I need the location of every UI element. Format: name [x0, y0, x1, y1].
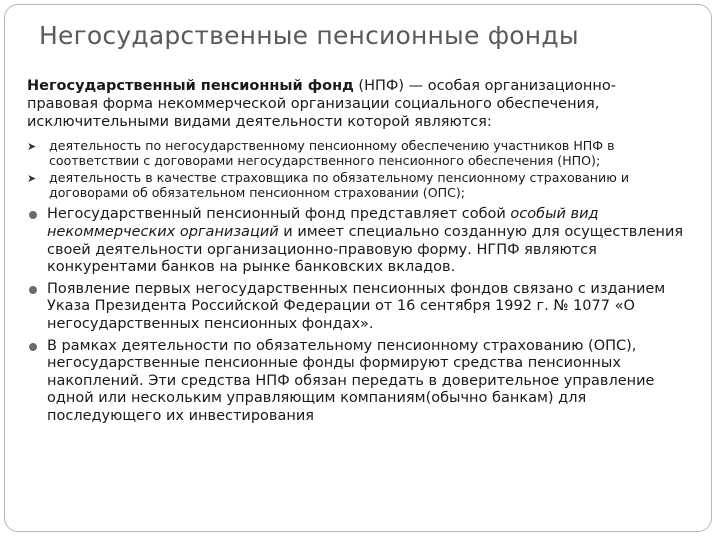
list-item	[27, 206, 687, 276]
slide-body	[27, 77, 687, 426]
slide-title: Негосударственные пенсионные фонды	[39, 21, 579, 50]
bullet-text-part: и имеет специально созданную для осуществления своей деятельности организационно-правовую форму. НГПФ являются конкурентами банков на рынке банковских вкладов.	[47, 223, 684, 276]
list-item	[27, 338, 687, 426]
bullet-text: Появление первых негосударственных пенсионных фондов связано с изданием Указа Президента Российской Федерации от 16 сентября 1992 г. № 1077 «О негосударственных пенсионных фондах».	[47, 280, 666, 332]
main-bullet-list	[27, 206, 687, 425]
list-item	[27, 139, 687, 168]
intro-term: Негосударственный пенсионный фонд	[27, 78, 354, 94]
activities-list	[27, 139, 687, 200]
intro-definition: (НПФ) — особая организационно-правовая форма некоммерческой организации социального обеспечения, исключительными видами деятельности которой являются:	[27, 78, 616, 130]
slide-frame	[4, 4, 712, 532]
arrow-bullet-icon: ➤	[27, 172, 37, 186]
list-item	[27, 281, 687, 334]
list-item-text: деятельность в качестве страховщика по обязательному пенсионному страхованию и договорами об обязательном пенсионном страховании (ОПС);	[49, 170, 630, 200]
bullet-text-part: Негосударственный пенсионный фонд представляет собой	[47, 206, 511, 223]
round-bullet-icon	[29, 343, 37, 351]
round-bullet-icon	[29, 211, 37, 219]
bullet-italic-phrase: особый вид некоммерческих организаций	[47, 206, 599, 240]
bullet-text: В рамках деятельности по обязательному пенсионному страхованию (ОПС), негосударственные пенсионные фонды формируют средства пенсионных накоплений. Эти средства НПФ обязан передать в доверительное управление одной или нескольким управляющим компаниям(обычно банкам) для последующего их инвестирования	[47, 337, 655, 424]
arrow-bullet-icon: ➤	[27, 140, 37, 153]
list-item-text: деятельность по негосударственному пенсионному обеспечению участников НПФ в соответствии с договорами негосударственного пенсионного обеспечения (НПО);	[49, 138, 615, 168]
intro-paragraph	[27, 77, 687, 131]
list-item	[27, 171, 687, 200]
round-bullet-icon	[29, 286, 37, 294]
